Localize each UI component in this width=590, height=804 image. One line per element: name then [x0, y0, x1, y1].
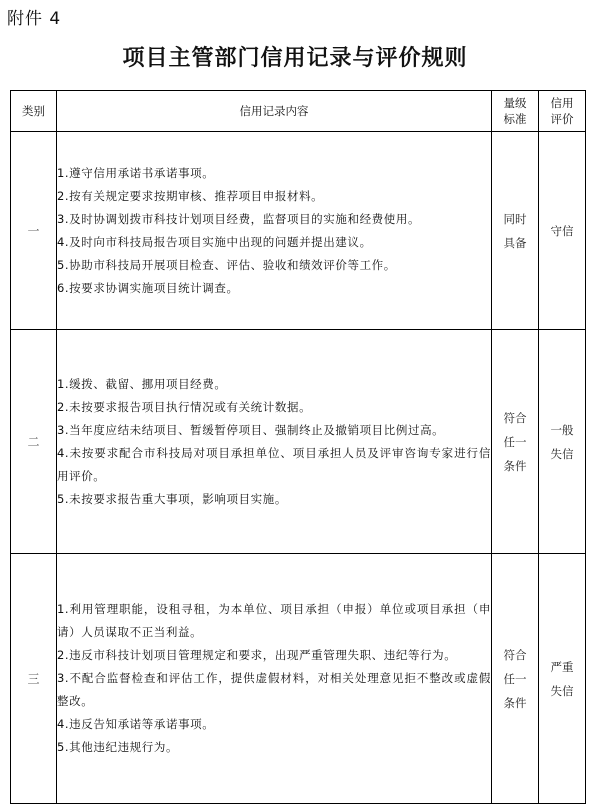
category-cell: 一 [11, 132, 57, 330]
header-standard-line: 量级 [503, 96, 527, 110]
evaluation-cell [539, 554, 586, 804]
rule-item: 3.不配合监督检查和评估工作，提供虚假材料，对相关处理意见拒不整改或虚假整改。 [57, 671, 491, 708]
rule-item: 5.未按要求报告重大事项，影响项目实施。 [57, 491, 287, 506]
category-cell: 三 [11, 554, 57, 804]
rule-list [57, 598, 491, 759]
evaluation-line: 守信 [550, 223, 574, 238]
rule-item: 4.及时向市科技局报告项目实施中出现的问题并提出建议。 [57, 234, 372, 249]
rule-item: 1.利用管理职能，设租寻租，为本单位、项目承担（申报）单位或项目承担（申请）人员谋取不正当利益。 [57, 602, 491, 639]
rule-item: 1.遵守信用承诺书承诺事项。 [57, 165, 215, 180]
standard-line: 符合 [503, 647, 527, 662]
rule-item: 4.违反告知承诺等承诺事项。 [57, 717, 215, 731]
header-standard-line: 标准 [503, 112, 527, 126]
rule-item: 2.违反市科技计划项目管理规定和要求，出现严重管理失职、违纪等行为。 [57, 648, 457, 662]
annex-label: 附件 4 [7, 9, 62, 29]
standard-line: 具备 [503, 235, 527, 250]
rule-item: 5.协助市科技局开展项目检查、评估、验收和绩效评价等工作。 [57, 257, 396, 272]
rule-item: 4.未按要求配合市科技局对项目承担单位、项目承担人员及评审咨询专家进行信用评价。 [57, 445, 491, 483]
standard-line: 条件 [503, 695, 527, 710]
header-standard [492, 91, 539, 132]
table-row [11, 554, 586, 804]
header-evaluation-line: 信用 [550, 96, 574, 110]
content-cell [57, 132, 492, 330]
rule-item: 3.当年度应结未结项目、暂缓暂停项目、强制终止及撤销项目比例过高。 [57, 422, 445, 437]
table-header [11, 91, 586, 132]
content-cell [57, 330, 492, 554]
evaluation-cell [539, 132, 586, 330]
header-category: 类别 [11, 91, 57, 132]
table-row [11, 132, 586, 330]
evaluation-line: 失信 [550, 683, 574, 698]
standard-line: 任一 [503, 434, 527, 449]
table-row [11, 330, 586, 554]
header-evaluation [539, 91, 586, 132]
standard-line: 同时 [503, 211, 527, 226]
standard-line: 符合 [503, 410, 527, 425]
rule-item: 6.按要求协调实施项目统计调查。 [57, 280, 239, 295]
header-content: 信用记录内容 [57, 91, 492, 132]
document-title: 项目主管部门信用记录与评价规则 [122, 46, 468, 71]
category-cell: 二 [11, 330, 57, 554]
rule-item: 3.及时协调划拨市科技计划项目经费，监督项目的实施和经费使用。 [57, 211, 421, 226]
evaluation-line: 严重 [550, 659, 574, 674]
evaluation-cell [539, 330, 586, 554]
rule-item: 5.其他违纪违规行为。 [57, 740, 179, 754]
content-cell [57, 554, 492, 804]
standard-cell [492, 132, 539, 330]
evaluation-line: 失信 [550, 446, 574, 461]
rule-item: 1.缓拨、截留、挪用项目经费。 [57, 376, 227, 391]
rule-list [57, 373, 491, 511]
header-evaluation-line: 评价 [550, 112, 574, 126]
rule-item: 2.按有关规定要求按期审核、推荐项目申报材料。 [57, 188, 324, 203]
rule-item: 2.未按要求报告项目执行情况或有关统计数据。 [57, 399, 312, 414]
standard-line: 任一 [503, 671, 527, 686]
standard-cell [492, 554, 539, 804]
standard-cell [492, 330, 539, 554]
evaluation-line: 一般 [550, 422, 574, 437]
standard-line: 条件 [503, 458, 527, 473]
credit-rules-table [10, 90, 586, 804]
rule-list [57, 162, 491, 300]
